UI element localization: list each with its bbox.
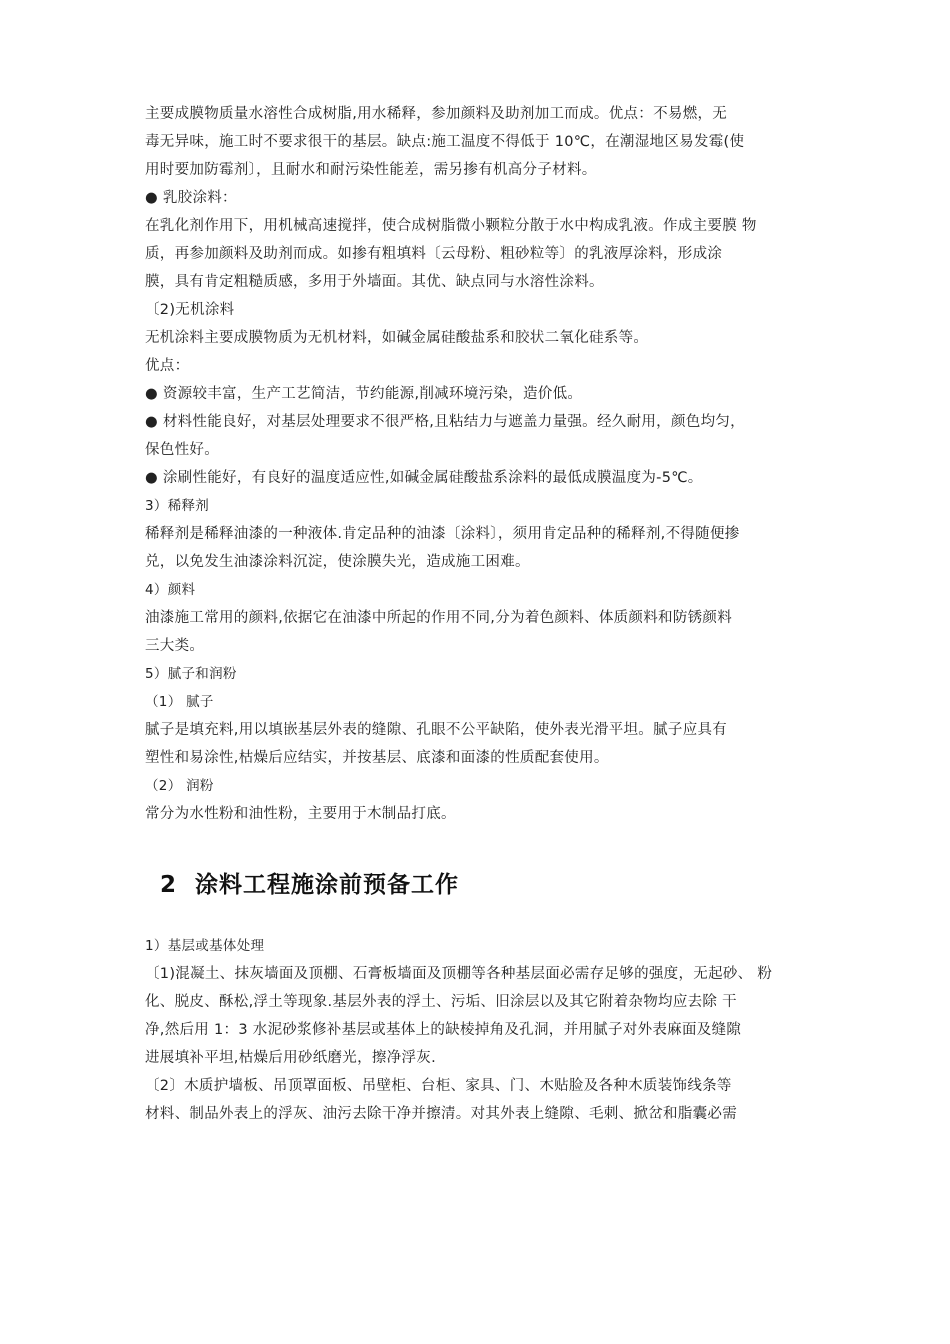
bullet-item: ● 材料性能良好，对基层处理要求不很严格,且粘结力与遮盖力量强。经久耐用，颜色均匀， bbox=[145, 414, 745, 430]
paragraph-line: 在乳化剂作用下，用机械高速搅拌，使合成树脂微小颗粒分散于水中构成乳液。作成主要膜 物 bbox=[145, 218, 757, 234]
paragraph-line: 兑，以免发生油漆涂料沉淀，使涂膜失光，造成施工困难。 bbox=[145, 554, 530, 570]
paragraph-line: 油漆施工常用的颜料,依据它在油漆中所起的作用不同,分为着色颜料、体质颜料和防锈颜料 bbox=[145, 610, 733, 626]
paragraph-line: 进展填补平坦,枯燥后用砂纸磨光，擦净浮灰. bbox=[145, 1050, 437, 1066]
paragraph-line: 化、脱皮、酥松,浮土等现象.基层外表的浮土、污垢、旧涂层以及其它附着杂物均应去除 干 bbox=[145, 994, 737, 1010]
paragraph-line: 净,然后用 1：3 水泥砂浆修补基层或基体上的缺棱掉角及孔洞，并用腻子对外表麻面及缝隙 bbox=[145, 1022, 742, 1038]
advantages-label: 优点： bbox=[145, 358, 190, 374]
bullet-item: ● 资源较丰富，生产工艺简洁，节约能源,削减环境污染，造价低。 bbox=[145, 386, 583, 402]
paragraph-line: 材料、制品外表上的浮灰、油污去除干净并擦清。对其外表上缝隙、毛刺、掀岔和脂囊必需 bbox=[145, 1106, 737, 1122]
bullet-heading-latex-paint: ● 乳胶涂料： bbox=[145, 190, 237, 206]
subheading-pigment: 4）颜料 bbox=[145, 582, 196, 598]
subheading-inorganic-paint: 〔2)无机涂料 bbox=[145, 302, 235, 318]
section-1-body bbox=[145, 100, 810, 828]
bullet-item: ● 涂刷性能好，有良好的温度适应性,如碱金属硅酸盐系涂料的最低成膜温度为-5℃。 bbox=[145, 470, 703, 486]
subheading-putty: （1） 腻子 bbox=[145, 694, 214, 710]
section-heading-number: 2 bbox=[160, 872, 178, 898]
paragraph-line: 〔2〕木质护墙板、吊顶罩面板、吊壁柜、台柜、家具、门、木贴脸及各种木质装饰线条等 bbox=[145, 1078, 732, 1094]
section-heading-title: 涂料工程施涂前预备工作 bbox=[195, 872, 460, 898]
paragraph-line: 塑性和易涂性,枯燥后应结实，并按基层、底漆和面漆的性质配套使用。 bbox=[145, 750, 609, 766]
section-2-body bbox=[145, 932, 810, 1128]
section-heading bbox=[160, 866, 459, 899]
paragraph-line: 保色性好。 bbox=[145, 442, 219, 458]
paragraph-line: 腻子是填充料,用以填嵌基层外表的缝隙、孔眼不公平缺陷，使外表光滑平坦。腻子应具有 bbox=[145, 722, 728, 738]
paragraph-line: 三大类。 bbox=[145, 638, 205, 654]
paragraph-line: 〔1)混凝土、抹灰墙面及顶棚、石膏板墙面及顶棚等各种基层面必需存足够的强度，无起砂、 粉 bbox=[145, 966, 773, 982]
paragraph-line: 毒无异味，施工时不要求很干的基层。缺点:施工温度不得低于 10℃，在潮湿地区易发霉(使 bbox=[145, 134, 745, 150]
paragraph-line: 膜，具有肯定粗糙质感，多用于外墙面。其优、缺点同与水溶性涂料。 bbox=[145, 274, 604, 290]
paragraph-line: 常分为水性粉和油性粉，主要用于木制品打底。 bbox=[145, 806, 456, 822]
subheading-thinner: 3）稀释剂 bbox=[145, 498, 210, 514]
subheading-filler-powder: （2） 润粉 bbox=[145, 778, 214, 794]
subheading-putty-and-filler: 5）腻子和润粉 bbox=[145, 666, 237, 682]
paragraph-line: 无机涂料主要成膜物质为无机材料，如碱金属硅酸盐系和胶状二氧化硅系等。 bbox=[145, 330, 649, 346]
paragraph-line: 用时要加防霉剂〕，且耐水和耐污染性能差，需另掺有机高分子材料。 bbox=[145, 162, 597, 178]
paragraph-line: 主要成膜物质量水溶性合成树脂,用水稀释，参加颜料及助剂加工而成。优点：不易燃，无 bbox=[145, 106, 728, 122]
paragraph-line: 质，再参加颜料及助剂而成。如掺有粗填料〔云母粉、粗砂粒等〕的乳液厚涂料，形成涂 bbox=[145, 246, 723, 262]
subheading-substrate-treatment: 1）基层或基体处理 bbox=[145, 938, 265, 954]
paragraph-line: 稀释剂是稀释油漆的一种液体.肯定品种的油漆〔涂料〕，须用肯定品种的稀释剂,不得随便掺 bbox=[145, 526, 740, 542]
